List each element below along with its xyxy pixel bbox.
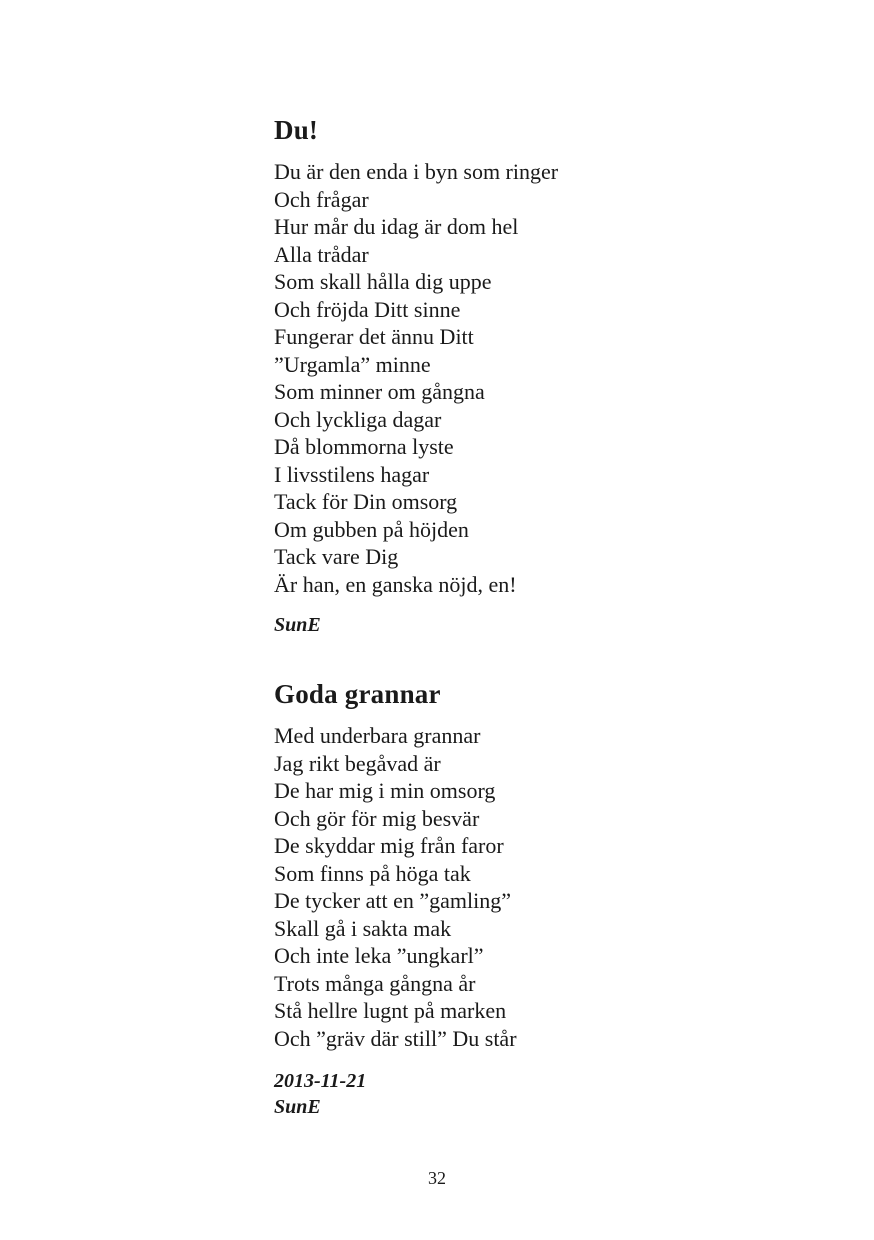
poem-line: Jag rikt begåvad är <box>274 750 441 776</box>
poem-line: Som skall hålla dig uppe <box>274 269 492 294</box>
poem-line: Hur mår du idag är dom hel <box>274 214 519 239</box>
poem-signature: SunE <box>274 1096 321 1118</box>
poem-date: 2013-11-21 <box>274 1070 367 1092</box>
poem-du <box>274 114 794 638</box>
poem-line: ”Urgamla” minne <box>274 351 431 377</box>
poem-line: Skall gå i sakta mak <box>274 915 452 941</box>
poem-line: Tack för Din omsorg <box>274 489 458 514</box>
poem-title: Goda grannar <box>274 679 441 709</box>
poem-line: Trots många gångna år <box>274 970 476 996</box>
poem-line: Som finns på höga tak <box>274 860 471 886</box>
poem-line: Fungerar det ännu Ditt <box>274 324 474 349</box>
poem-line: Som minner om gångna <box>274 379 485 404</box>
poem-line: De har mig i min omsorg <box>274 778 496 803</box>
poem-line: Och inte leka ”ungkarl” <box>274 943 484 968</box>
poem-title: Du! <box>274 115 319 145</box>
poem-line: Är han, en ganska nöjd, en! <box>274 571 517 597</box>
poem-line: Och ”gräv där still” Du står <box>274 1025 517 1051</box>
poem-lines <box>274 722 794 1052</box>
poem-line: Med underbara grannar <box>274 723 481 748</box>
poem-line: Och frågar <box>274 186 369 212</box>
poem-line: Och fröjda Ditt sinne <box>274 296 461 322</box>
poem-lines <box>274 158 794 598</box>
page-number: 32 <box>428 1168 446 1188</box>
poem-line: De skyddar mig från faror <box>274 833 504 858</box>
poem-line: I livsstilens hagar <box>274 461 430 487</box>
poem-signature: SunE <box>274 614 321 636</box>
poem-line: Och lyckliga dagar <box>274 406 442 432</box>
poem-line: Tack vare Dig <box>274 544 399 569</box>
poem-line: Och gör för mig besvär <box>274 805 480 831</box>
poem-goda-grannar <box>274 678 794 1120</box>
poem-line: Alla trådar <box>274 241 369 267</box>
poem-line: Då blommorna lyste <box>274 434 454 459</box>
poem-line: Du är den enda i byn som ringer <box>274 159 559 184</box>
poem-line: Om gubben på höjden <box>274 516 469 542</box>
poem-line: Stå hellre lugnt på marken <box>274 998 507 1023</box>
poem-line: De tycker att en ”gamling” <box>274 888 512 913</box>
